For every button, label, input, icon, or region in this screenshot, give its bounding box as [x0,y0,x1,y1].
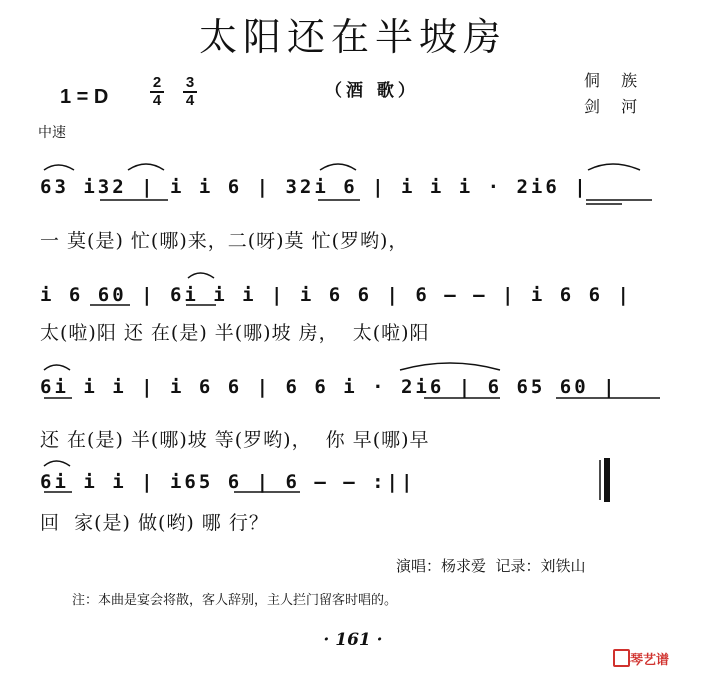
slur [588,164,640,170]
lyrics-line-3: 还 在(是) 半(哪)坡 等(罗哟)， 你 早(哪)早 [40,429,430,451]
region-author: 剑 河 [584,97,646,116]
watermark-logo: 琴艺谱 [630,653,670,668]
notation-line-3: 6i i i | i 6 6 | 6 6 i · 2i6 | 6 65 60 | [40,376,618,398]
logo-icon [613,649,630,667]
ethnic-group: 侗 族 [584,71,646,90]
notation-line-1: 63 i32 | i i 6 | 32i 6 | i i i · 2i6 | [40,176,589,198]
key-signature: 1 = D [60,86,109,108]
page-number: · 161 · [323,630,383,650]
lyrics-line-4: 回 家(是) 做(哟) 哪 行？ [40,512,269,534]
time-sig-2-bottom: 4 [185,92,195,109]
time-sig-1-top: 2 [152,74,162,91]
slur [44,461,70,466]
slur [320,164,356,170]
notation-line-4: 6i i i | i65 6 | 6 — — :|| [40,471,416,493]
slur [188,273,214,278]
performer-credit: 演唱：杨求爱 记录：刘铁山 [396,557,586,575]
time-sig-2-top: 3 [185,74,195,91]
time-sig-1-bottom: 4 [152,92,162,109]
lyrics-line-1: 一 莫(是) 忙(哪)来，二(呀)莫 忙(罗哟)， [40,230,409,252]
tempo-marking: 中速 [38,125,66,141]
slur [400,363,500,370]
slur [128,164,164,170]
final-barline-thick [604,458,610,502]
song-title: 太阳还在半坡房 [198,15,507,59]
slur [44,165,74,170]
footnote: 注：本曲是宴会将散，客人辞别，主人拦门留客时唱的。 [72,593,398,608]
notation-line-2: i 6 60 | 6i i i | i 6 6 | 6 — — | i 6 6 | [40,284,632,306]
slur [44,365,70,370]
lyrics-line-2: 太(啦)阳 还 在(是) 半(哪)坡 房， 太(啦)阳 [40,322,430,344]
genre-label: （酒 歌） [325,81,419,101]
